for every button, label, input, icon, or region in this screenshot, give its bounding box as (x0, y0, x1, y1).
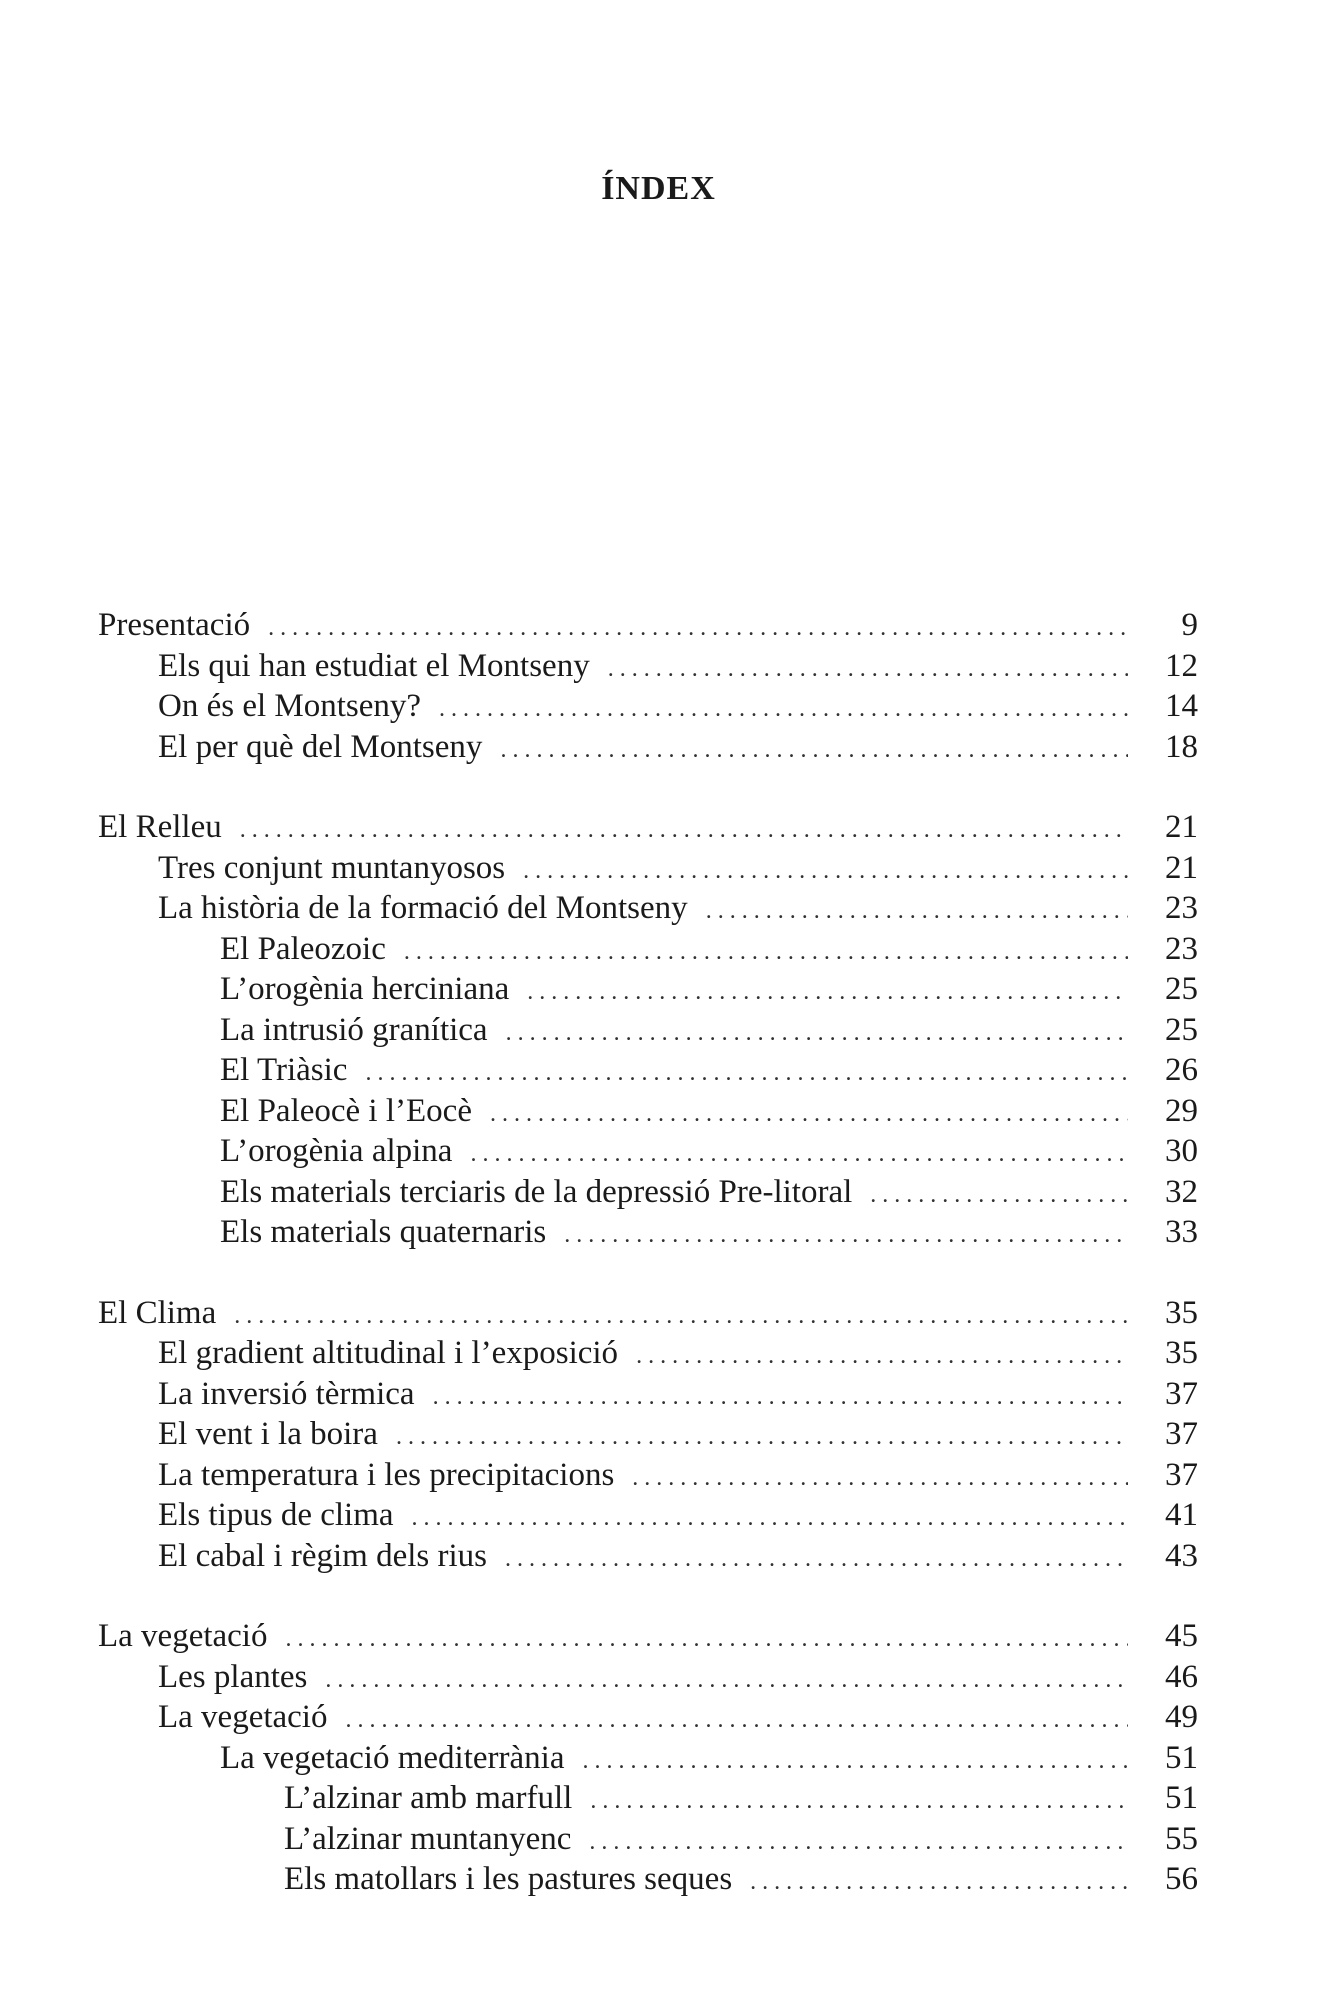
toc-entry-title: El Relleu (98, 809, 222, 845)
dot-leader (490, 1094, 1128, 1135)
toc-entry-page-number: 25 (1165, 1011, 1198, 1048)
toc-entry-title: Les plantes (158, 1658, 308, 1695)
toc-subsection-entry (98, 1172, 1198, 1213)
toc-entry-page-number: 56 (1165, 1861, 1198, 1897)
toc-section (98, 807, 1198, 1253)
toc-entry-title: L’orogènia alpina (220, 1133, 453, 1169)
toc-entry-page-number: 30 (1165, 1133, 1198, 1169)
toc-subsection-entry (98, 1212, 1198, 1253)
toc-entry-page-number: 21 (1165, 809, 1198, 845)
dot-leader (285, 1619, 1128, 1660)
dot-leader (268, 608, 1128, 649)
toc-entry-title: La història de la formació del Montseny (158, 890, 688, 926)
toc-chapter-entry (98, 807, 1198, 848)
toc-subsection-entry (98, 1778, 1198, 1819)
toc-subsection-entry (98, 848, 1198, 889)
toc-chapter-entry (98, 605, 1198, 646)
toc-entry-page-number: 41 (1165, 1497, 1198, 1533)
toc-subsection-entry (98, 1495, 1198, 1536)
dot-leader (404, 932, 1128, 973)
toc-entry-page-number: 9 (1181, 607, 1198, 643)
dot-leader (505, 1539, 1128, 1580)
toc-entry-page-number: 37 (1165, 1456, 1198, 1493)
toc-subsection-entry (98, 888, 1198, 929)
toc-entry-title: El cabal i règim dels rius (158, 1537, 487, 1574)
toc-subsection-entry (98, 1738, 1198, 1779)
dot-leader (396, 1417, 1128, 1458)
dot-leader (240, 810, 1128, 851)
dot-leader (527, 972, 1128, 1013)
toc-entry-title: El Triàsic (220, 1052, 348, 1088)
toc-subsection-entry (98, 686, 1198, 727)
toc-subsection-entry (98, 1859, 1198, 1900)
toc-entry-page-number: 45 (1165, 1618, 1198, 1654)
toc-entry-title: L’alzinar amb marfull (284, 1780, 573, 1816)
toc-entry-title: L’alzinar muntanyenc (284, 1820, 572, 1857)
dot-leader (412, 1498, 1128, 1539)
toc-chapter-entry (98, 1616, 1198, 1657)
toc-entry-title: La inversió tèrmica (158, 1375, 415, 1412)
toc-entry-page-number: 43 (1165, 1537, 1198, 1574)
toc-subsection-entry (98, 1010, 1198, 1051)
toc-subsection-entry (98, 1414, 1198, 1455)
toc-entry-title: La vegetació (158, 1699, 328, 1735)
toc-entry-page-number: 35 (1165, 1294, 1198, 1331)
dot-leader (706, 891, 1128, 932)
toc-entry-title: Els materials terciaris de la depressió Pre-litoral (220, 1173, 853, 1210)
toc-entry-title: Presentació (98, 607, 251, 643)
toc-entry-page-number: 29 (1165, 1092, 1198, 1129)
toc-subsection-entry (98, 1657, 1198, 1698)
toc-entry-title: La temperatura i les precipitacions (158, 1456, 615, 1493)
toc-section (98, 1293, 1198, 1577)
toc-entry-title: Els tipus de clima (158, 1497, 394, 1533)
dot-leader (345, 1700, 1128, 1741)
page-title: ÍNDEX (601, 170, 716, 207)
toc-entry-title: Tres conjunt muntanyosos (158, 849, 506, 886)
toc-entry-page-number: 46 (1165, 1658, 1198, 1695)
dot-leader (506, 1013, 1128, 1054)
toc-entry-title: Els matollars i les pastures seques (284, 1861, 733, 1897)
toc-subsection-entry (98, 1333, 1198, 1374)
toc-entry-page-number: 49 (1165, 1699, 1198, 1735)
dot-leader (365, 1053, 1128, 1094)
toc-subsection-entry (98, 929, 1198, 970)
dot-leader (234, 1296, 1128, 1337)
toc-entry-page-number: 37 (1165, 1375, 1198, 1412)
toc-section (98, 1616, 1198, 1900)
toc-entry-title: El gradient altitudinal i l’exposició (158, 1335, 619, 1371)
dot-leader (750, 1862, 1128, 1903)
toc-subsection-entry (98, 727, 1198, 768)
dot-leader (636, 1336, 1128, 1377)
toc-entry-page-number: 12 (1165, 647, 1198, 684)
toc-entry-title: El Paleocè i l’Eocè (220, 1092, 472, 1129)
toc-entry-page-number: 55 (1165, 1820, 1198, 1857)
dot-leader (608, 649, 1128, 690)
toc-entry-page-number: 33 (1165, 1214, 1198, 1250)
toc-entry-page-number: 37 (1165, 1416, 1198, 1452)
dot-leader (523, 851, 1128, 892)
toc-chapter-entry (98, 1293, 1198, 1334)
dot-leader (500, 730, 1128, 771)
toc-subsection-entry (98, 969, 1198, 1010)
toc-entry-page-number: 25 (1165, 971, 1198, 1007)
toc-entry-title: Els materials quaternaris (220, 1214, 547, 1250)
toc-subsection-entry (98, 1697, 1198, 1738)
dot-leader (564, 1215, 1128, 1256)
toc-subsection-entry (98, 1536, 1198, 1577)
toc-entry-page-number: 32 (1165, 1173, 1198, 1210)
toc-entry-page-number: 23 (1165, 890, 1198, 926)
dot-leader (433, 1377, 1128, 1418)
toc-entry-page-number: 35 (1165, 1335, 1198, 1371)
toc-entry-title: La vegetació (98, 1618, 268, 1654)
toc-entry-page-number: 26 (1165, 1052, 1198, 1088)
toc-entry-page-number: 23 (1165, 930, 1198, 967)
toc-entry-page-number: 51 (1165, 1780, 1198, 1816)
toc-entry-page-number: 51 (1165, 1739, 1198, 1776)
dot-leader (582, 1741, 1128, 1782)
toc-entry-title: El per què del Montseny (158, 728, 483, 765)
toc-entry-page-number: 14 (1165, 688, 1198, 724)
dot-leader (439, 689, 1128, 730)
toc-subsection-entry (98, 1374, 1198, 1415)
toc-subsection-entry (98, 1091, 1198, 1132)
toc-entry-title: On és el Montseny? (158, 688, 422, 724)
toc-subsection-entry (98, 1455, 1198, 1496)
dot-leader (589, 1822, 1128, 1863)
toc-subsection-entry (98, 1819, 1198, 1860)
toc-entry-title: Els qui han estudiat el Montseny (158, 647, 590, 684)
toc-entry-page-number: 18 (1165, 728, 1198, 765)
toc-entry-title: El Paleozoic (220, 930, 386, 967)
dot-leader (470, 1134, 1128, 1175)
dot-leader (325, 1660, 1128, 1701)
toc-entry-title: La intrusió granítica (220, 1011, 488, 1048)
toc-entry-title: El Clima (98, 1294, 217, 1331)
toc-subsection-entry (98, 646, 1198, 687)
toc-entry-title: El vent i la boira (158, 1416, 378, 1452)
toc-entry-page-number: 21 (1165, 849, 1198, 886)
table-of-contents (98, 605, 1198, 1940)
toc-entry-title: La vegetació mediterrània (220, 1739, 565, 1776)
dot-leader (632, 1458, 1128, 1499)
toc-entry-title: L’orogènia herciniana (220, 971, 510, 1007)
toc-subsection-entry (98, 1131, 1198, 1172)
dot-leader (590, 1781, 1128, 1822)
dot-leader (870, 1175, 1128, 1216)
toc-subsection-entry (98, 1050, 1198, 1091)
toc-section (98, 605, 1198, 767)
